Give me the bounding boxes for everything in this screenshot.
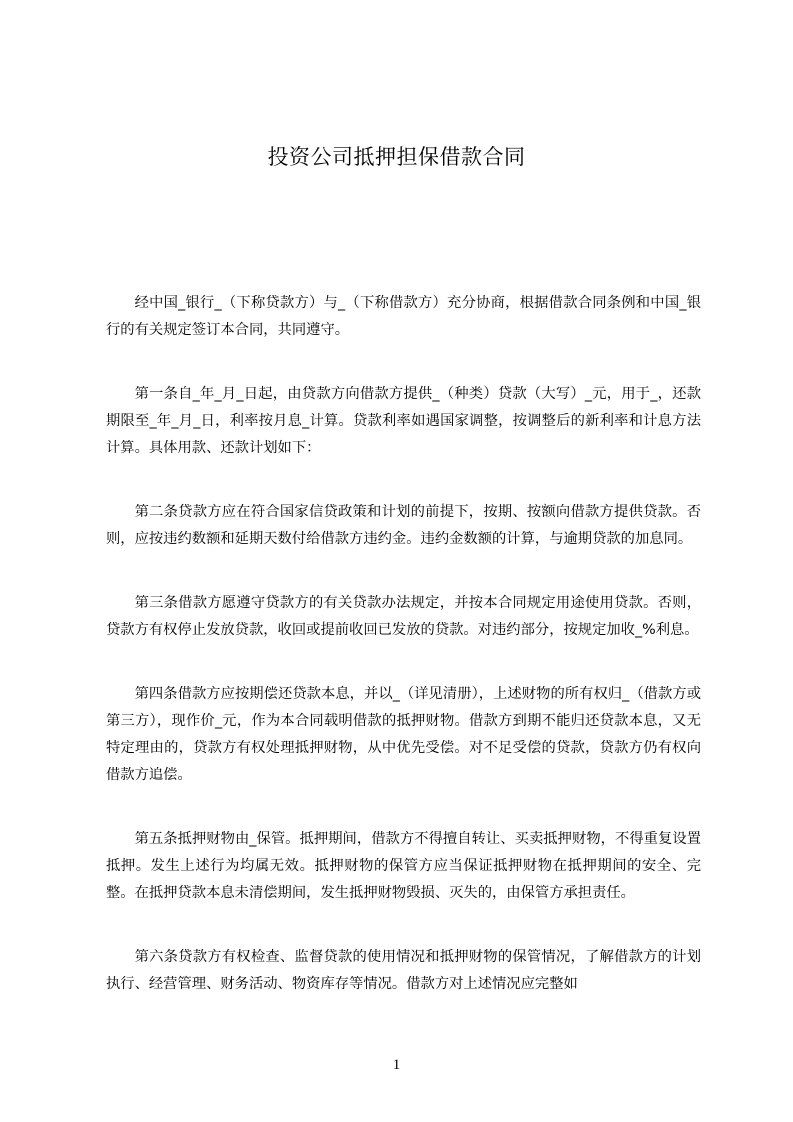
- paragraph-article-3: 第三条借款方愿遵守贷款方的有关贷款办法规定，并按本合同规定用途使用贷款。否则，贷款方有权停止发放贷款，收回或提前收回已发放的贷款。对违约部分，按规定加收_%利息。: [106, 595, 701, 638]
- page-number: 1: [392, 1057, 401, 1073]
- paragraph-article-5: 第五条抵押财物由_保管。抵押期间，借款方不得擅自转让、买卖抵押财物，不得重复设置抵押。发生上述行为均属无效。抵押财物的保管方应当保证抵押财物在抵押期间的安全、完整。在抵押贷款本息未清偿期间，发生抵押财物毁损、灭失的，由保管方承担责任。: [106, 831, 701, 901]
- document-title: 投资公司抵押担保借款合同: [267, 145, 526, 169]
- paragraph-article-1: 第一条自_年_月_日起，由贷款方向借款方提供_（种类）贷款（大写）_元，用于_，还款期限至_年_月_日，利率按月息_计算。贷款利率如遇国家调整，按调整后的新利率和计息方法计算。具体用款、还款计划如下：: [106, 386, 701, 456]
- paragraph-article-4: 第四条借款方应按期偿还贷款本息，并以_（详见清册），上述财物的所有权归_（借款方或第三方），现作价_元，作为本合同载明借款的抵押财物。借款方到期不能归还贷款本息，又无特定理由的，贷款方有权处理抵押财物，从中优先受偿。对不足受偿的贷款，贷款方仍有权向借款方追偿。: [106, 686, 701, 783]
- paragraph-article-2: 第二条贷款方应在符合国家信贷政策和计划的前提下，按期、按额向借款方提供贷款。否则，应按违约数额和延期天数付给借款方违约金。违约金数额的计算，与逾期贷款的加息同。: [106, 504, 701, 547]
- paragraph-article-6: 第六条贷款方有权检查、监督贷款的使用情况和抵押财物的保管情况，了解借款方的计划执行、经营管理、财务活动、物资库存等情况。借款方对上述情况应完整如: [106, 949, 701, 992]
- document-body: [106, 290, 701, 1035]
- paragraph-preamble: 经中国_银行_（下称贷款方）与_（下称借款方）充分协商，根据借款合同条例和中国_银行的有关规定签订本合同，共同遵守。: [106, 295, 701, 338]
